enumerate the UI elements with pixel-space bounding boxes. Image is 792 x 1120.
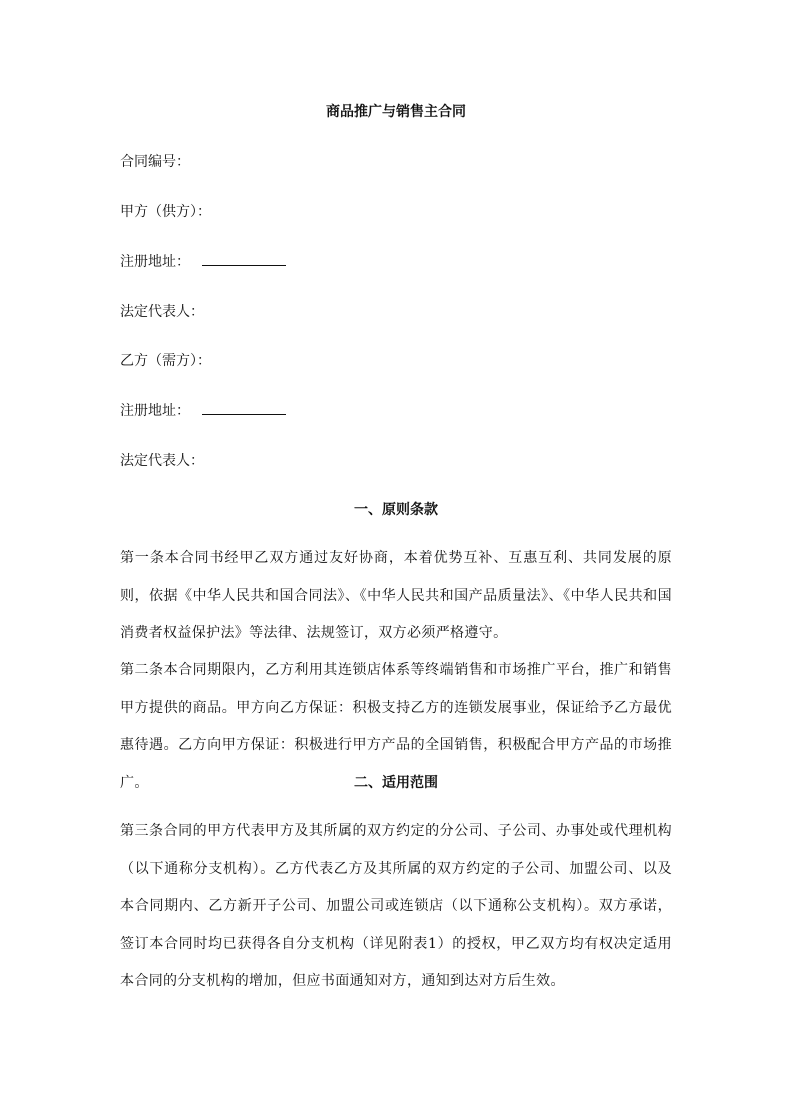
article-2-paragraph: 第二条本合同期限内，乙方利用其连锁店体系等终端销售和市场推广平台，推广和销售甲方提供的商品。甲方向乙方保证：积极支持乙方的连锁发展事业，保证给予乙方最优惠待遇。乙方向甲方保证：积极进行甲方产品的全国销售，积极配合甲方产品的市场推广。 — [120, 662, 672, 791]
article-1-paragraph: 第一条本合同书经甲乙双方通过友好协商，本着优势互补、互惠互利、共同发展的原则，依据《中华人民共和国合同法》、《中华人民共和国产品质量法》、《中华人民共和国消费者权益保护法》等法律、法规签订，双方必须严格遵守。 — [120, 550, 672, 641]
contract-number-label: 合同编号： — [120, 154, 190, 170]
party-a-address-blank — [202, 251, 286, 266]
document-title: 商品推广与销售主合同 — [326, 104, 466, 120]
article-3-paragraph: 第三条合同的甲方代表甲方及其所属的双方约定的分公司、子公司、办事处或代理机构（以下通称分支机构）。乙方代表乙方及其所属的双方约定的子公司、加盟公司、以及本合同期内、乙方新开子公司、加盟公司或连锁店（以下通称公支机构）。双方承诺，签订本合同时均已获得各自分支机构（详见附表1）的授权，甲乙双方均有权决定适用本合同的分支机构的增加，但应书面通知对方，通知到达对方后生效。 — [120, 823, 672, 989]
party-a-address-label: 注册地址： — [120, 254, 190, 270]
party-a-representative-label: 法定代表人： — [120, 304, 204, 320]
party-b-address-blank — [202, 400, 286, 415]
party-a-address-line — [120, 251, 286, 273]
party-a-label: 甲方（供方）： — [120, 204, 211, 220]
party-b-representative-label: 法定代表人： — [120, 453, 204, 469]
party-b-address-label: 注册地址： — [120, 403, 190, 419]
party-b-label: 乙方（需方）： — [120, 353, 211, 369]
section-heading-scope: 二、适用范围 — [354, 775, 438, 791]
party-b-address-line — [120, 400, 286, 422]
section-heading-principles: 一、原则条款 — [354, 502, 438, 518]
